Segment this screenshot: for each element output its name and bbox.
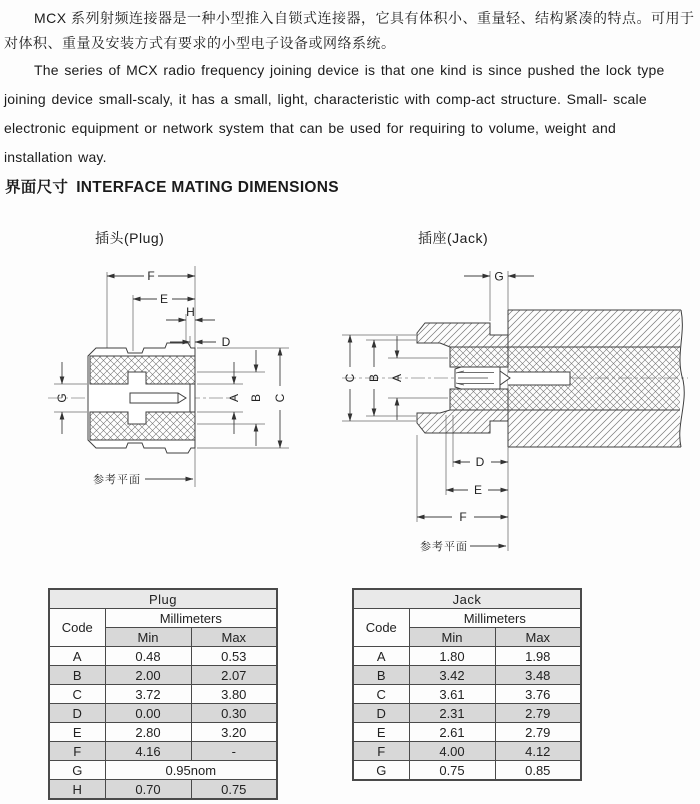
table-row: [49, 780, 277, 800]
max-cell: 0.30: [191, 704, 277, 723]
unit-header: Millimeters: [409, 609, 581, 628]
table-row: [49, 666, 277, 685]
jack-dielectric-upper: [450, 347, 508, 367]
jack-dim-B: B: [367, 373, 381, 383]
plug-dim-E: E: [159, 292, 169, 306]
max-header: Max: [495, 628, 581, 647]
code-header: Code: [353, 609, 409, 647]
plug-diagram: [30, 252, 310, 502]
plug-table-container: [48, 588, 278, 800]
jack-table-container: [352, 588, 582, 781]
min-cell: 4.00: [409, 742, 495, 761]
intro-en-line: The series of MCX radio frequency joining device is that one kind is since pushed the lock type: [34, 62, 665, 78]
jack-dim-C: C: [343, 373, 357, 383]
table-header-row: [49, 609, 277, 628]
table-header-row: [353, 609, 581, 628]
code-cell: A: [49, 647, 105, 666]
max-cell: -: [191, 742, 277, 761]
table-row: [353, 723, 581, 742]
table-row: [49, 742, 277, 761]
code-cell: G: [49, 761, 105, 780]
jack-diagram: [330, 255, 700, 565]
intro-paragraph-en: [4, 56, 696, 172]
jack-dim-A: A: [390, 373, 404, 383]
plug-dim-H: H: [186, 305, 195, 319]
jack-dielectric-lower: [450, 389, 508, 410]
code-cell: E: [49, 723, 105, 742]
min-cell: 3.72: [105, 685, 191, 704]
jack-dimension-table: [352, 588, 582, 781]
min-cell: 2.31: [409, 704, 495, 723]
unit-header: Millimeters: [105, 609, 277, 628]
jack-bulkhead-block: [508, 310, 684, 447]
plug-caption: 插头(Plug): [95, 230, 165, 246]
intro-zh-line: 对体积、重量及安装方式有要求的小型电子设备或网络系统。: [4, 35, 396, 51]
min-cell: 0.48: [105, 647, 191, 666]
max-cell: 4.12: [495, 742, 581, 761]
section-heading-en: INTERFACE MATING DIMENSIONS: [76, 179, 339, 196]
min-cell: 2.00: [105, 666, 191, 685]
code-cell: B: [353, 666, 409, 685]
plug-dim-A: A: [227, 393, 241, 403]
max-cell: 2.79: [495, 723, 581, 742]
code-cell: A: [353, 647, 409, 666]
max-cell: 0.53: [191, 647, 277, 666]
max-header: Max: [191, 628, 277, 647]
max-cell: 3.80: [191, 685, 277, 704]
plug-dim-D: D: [221, 335, 231, 349]
span-cell: 0.95nom: [105, 761, 277, 780]
jack-shell-bottom-wall: [417, 410, 508, 433]
min-cell: 1.80: [409, 647, 495, 666]
code-cell: D: [353, 704, 409, 723]
max-cell: 3.48: [495, 666, 581, 685]
table-row: [353, 685, 581, 704]
code-cell: C: [353, 685, 409, 704]
table-row: [353, 704, 581, 723]
jack-dim-F: F: [459, 510, 467, 524]
intro-en-line: joining device small-scaly, it has a small, light, characteristic with comp-act structure. Small- scale: [4, 91, 647, 107]
plug-body: [88, 343, 195, 453]
min-cell: 2.80: [105, 723, 191, 742]
table-title-row: [49, 589, 277, 609]
max-cell: 0.85: [495, 761, 581, 781]
jack-dim-D: D: [475, 455, 485, 469]
min-cell: 0.00: [105, 704, 191, 723]
table-row: [49, 704, 277, 723]
max-cell: 0.75: [191, 780, 277, 800]
table-row: [49, 685, 277, 704]
jack-caption: 插座(Jack): [418, 230, 489, 246]
plug-dim-B: B: [249, 393, 263, 403]
table-row: [49, 723, 277, 742]
jack-dim-G: G: [494, 269, 504, 284]
intro-en-line: installation way.: [4, 149, 107, 165]
min-cell: 3.61: [409, 685, 495, 704]
min-cell: 0.70: [105, 780, 191, 800]
code-cell: G: [353, 761, 409, 781]
code-cell: C: [49, 685, 105, 704]
max-cell: 2.07: [191, 666, 277, 685]
min-header: Min: [105, 628, 191, 647]
table-title: Jack: [353, 589, 581, 609]
min-cell: 0.75: [409, 761, 495, 781]
code-cell: E: [353, 723, 409, 742]
code-cell: F: [353, 742, 409, 761]
table-row: [353, 666, 581, 685]
code-header: Code: [49, 609, 105, 647]
jack-shell-top-wall: [417, 323, 508, 347]
table-row: [49, 761, 277, 780]
table-row: [353, 742, 581, 761]
code-cell: H: [49, 780, 105, 800]
plug-dimension-table: [48, 588, 278, 800]
max-cell: 3.76: [495, 685, 581, 704]
min-cell: 4.16: [105, 742, 191, 761]
intro-en-line: electronic equipment or network system that can be used for requiring to volume, weight and: [4, 120, 616, 136]
jack-dim-E: E: [473, 483, 483, 497]
code-cell: D: [49, 704, 105, 723]
section-heading: [5, 175, 339, 197]
section-heading-zh: 界面尺寸: [5, 179, 69, 196]
table-title-row: [353, 589, 581, 609]
table-row: [49, 647, 277, 666]
max-cell: 2.79: [495, 704, 581, 723]
min-cell: 3.42: [409, 666, 495, 685]
intro-paragraph-zh: [4, 6, 696, 56]
plug-dim-C: C: [273, 393, 287, 403]
table-row: [353, 647, 581, 666]
table-row: [353, 761, 581, 781]
code-cell: B: [49, 666, 105, 685]
jack-reference-plane-label: 参考平面: [420, 541, 468, 553]
min-header: Min: [409, 628, 495, 647]
intro-zh-line: MCX 系列射频连接器是一种小型推入自锁式连接器，它具有体积小、重量轻、结构紧凑的特点。可用于: [34, 10, 695, 26]
table-title: Plug: [49, 589, 277, 609]
plug-reference-plane-label: 参考平面: [93, 474, 141, 486]
max-cell: 1.98: [495, 647, 581, 666]
min-cell: 2.61: [409, 723, 495, 742]
plug-dim-F: F: [147, 269, 155, 283]
code-cell: F: [49, 742, 105, 761]
plug-dim-G: G: [55, 393, 69, 403]
max-cell: 3.20: [191, 723, 277, 742]
